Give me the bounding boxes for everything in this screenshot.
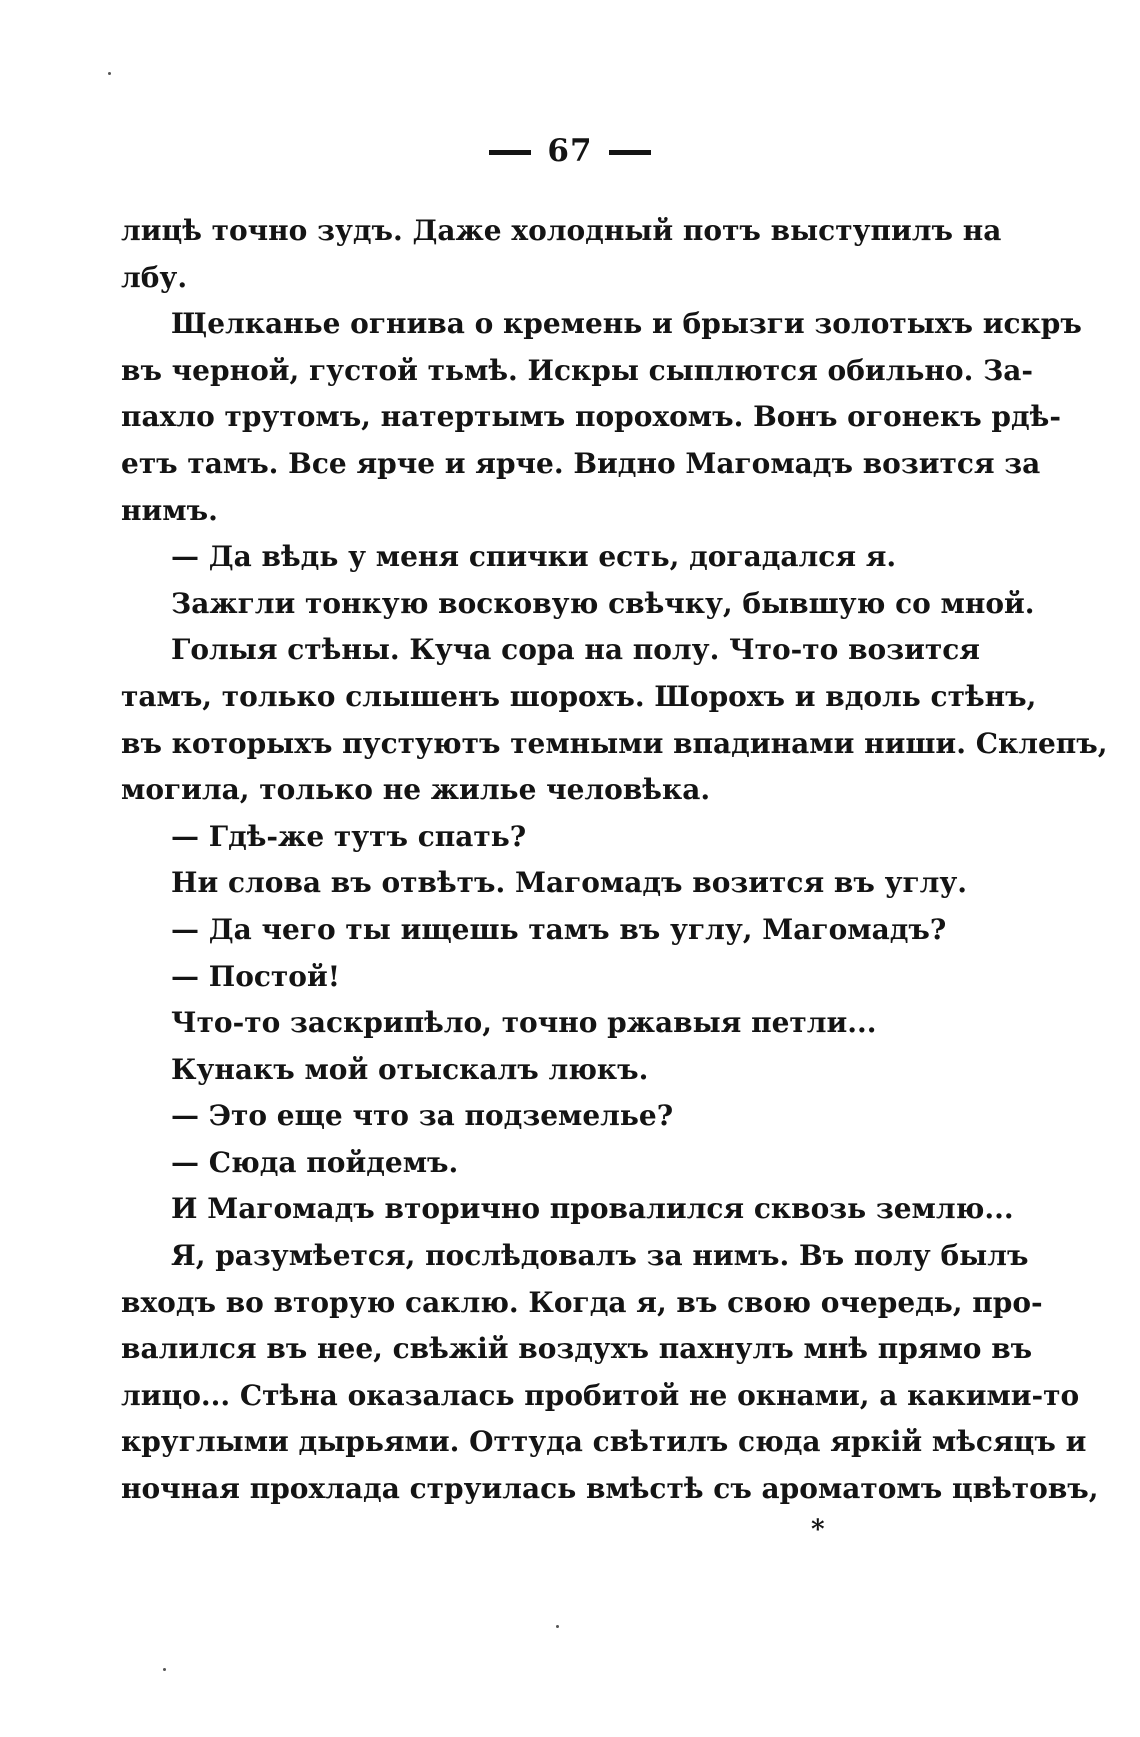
text-line: Что-то заскрипѣло, точно ржавыя петли... [171,1006,877,1040]
text-line: — Да чего ты ищешь тамъ въ углу, Магомадъ? [171,912,947,946]
text-line: круглыми дырьями. Оттуда свѣтилъ сюда яркій мѣсяцъ и [121,1425,1087,1459]
text-line: — Постой! [171,959,340,993]
text-line: — Да вѣдь у меня спички есть, догадался я. [171,540,897,574]
text-line: могила, только не жилье человѣка. [121,773,711,807]
text-line: Кунакъ мой отыскалъ люкъ. [171,1052,649,1086]
text-line: Ни слова въ отвѣтъ. Магомадъ возится въ углу. [171,866,968,900]
text-line: Зажгли тонкую восковую свѣчку, бывшую со мной. [171,586,1035,620]
text-line: ночная прохлада струилась вмѣстѣ съ ароматомъ цвѣтовъ, [121,1472,1099,1506]
text-line: И Магомадъ вторично провалился сквозь землю... [171,1192,1014,1226]
header-dash-left [489,150,531,155]
text-line: Я, разумѣется, послѣдовалъ за нимъ. Въ полу былъ [171,1239,1029,1273]
text-line: лицѣ точно зудъ. Даже холодный потъ выступилъ на [121,214,1002,247]
text-line: входъ во вторую саклю. Когда я, въ свою очередь, про- [121,1285,1043,1319]
text-line: въ которыхъ пустуютъ темными впадинами ниши. Склепъ, [121,726,1108,760]
text-line: лбу. [121,260,188,294]
print-speck [556,1625,559,1628]
text-line: валился въ нее, свѣжій воздухъ пахнулъ мнѣ прямо въ [121,1332,1033,1366]
text-line: пахло трутомъ, натертымъ порохомъ. Вонъ огонекъ рдѣ- [121,400,1061,434]
page-number: 67 [547,133,593,169]
text-line: етъ тамъ. Все ярче и ярче. Видно Магомадъ возится за [121,446,1041,480]
text-line: Щелканье огнива о кремень и брызги золотыхъ искръ [171,307,1082,341]
text-line: — Это еще что за подземелье? [171,1099,674,1133]
print-speck [163,1668,166,1671]
text-line: нимъ. [121,493,218,527]
text-line: лицо... Стѣна оказалась пробитой не окнами, а какими-то [121,1378,1080,1412]
body-text [121,208,1108,1513]
signature-mark: * [811,1515,825,1545]
text-line: тамъ, только слышенъ шорохъ. Шорохъ и вдоль стѣнъ, [121,679,1037,713]
page-header [0,133,1140,169]
text-line: Голыя стѣны. Куча сора на полу. Что-то возится [171,633,980,667]
text-line: — Сюда пойдемъ. [171,1145,459,1179]
text-line: — Гдѣ-же тутъ спать? [171,819,527,853]
text-line: въ черной, густой тьмѣ. Искры сыплются обильно. За- [121,353,1034,387]
print-speck [108,72,111,75]
header-dash-right [609,150,651,155]
